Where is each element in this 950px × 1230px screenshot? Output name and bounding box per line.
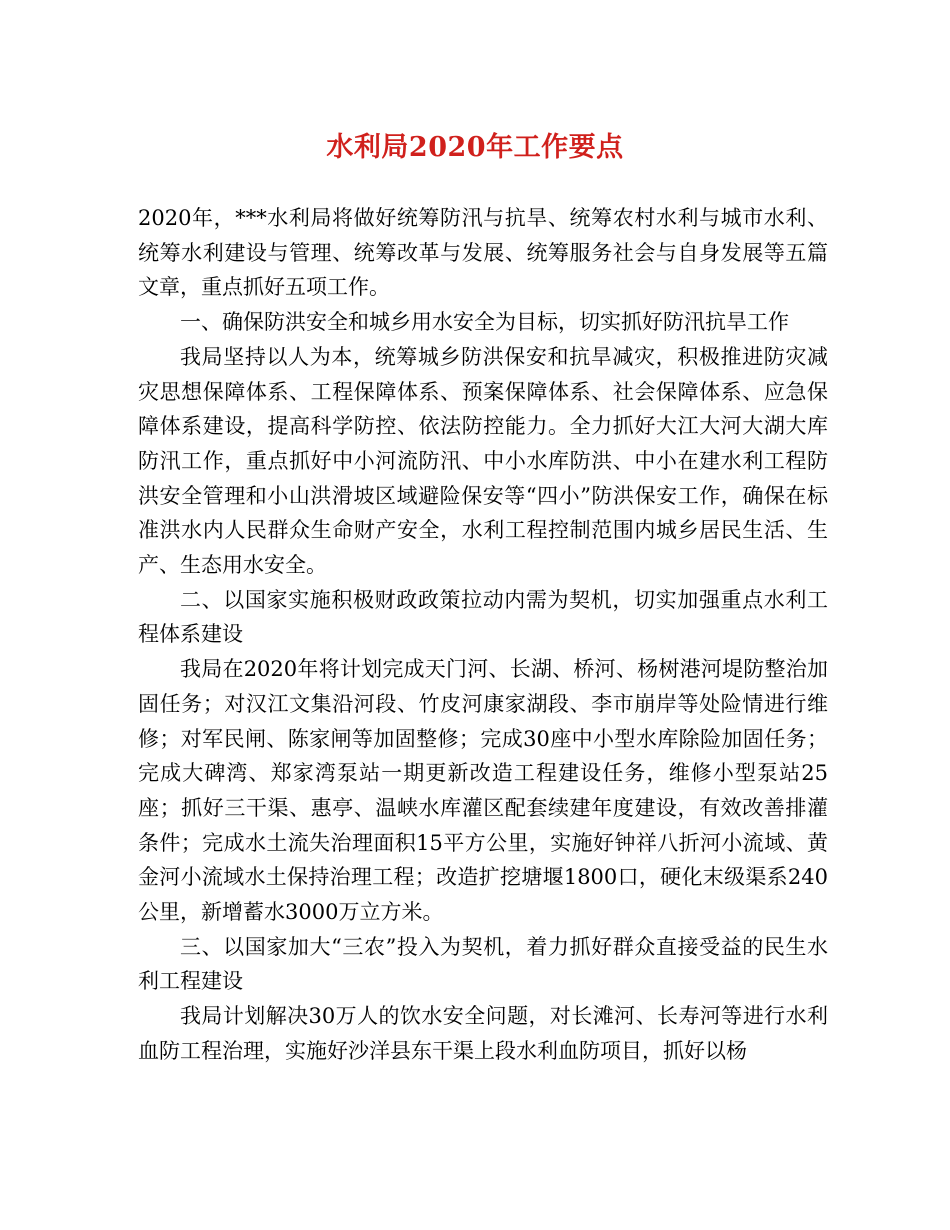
section-heading-3: 三、以国家加大“三农”投入为契机，着力抓好群众直接受益的民生水利工程建设 <box>138 934 828 994</box>
paragraph-section-1: 我局坚持以人为本，统筹城乡防洪保安和抗旱减灾，积极推进防灾减灾思想保障体系、工程保障体系、预案保障体系、社会保障体系、应急保障体系建设，提高科学防控、依法防控能力。全力抓好大江大河大湖大库防汛工作，重点抓好中小河流防汛、中小水库防洪、中小在建水利工程防洪安全管理和小山洪滑坡区域避险保安等“四小”防洪保安工作，确保在标准洪水内人民群众生命财产安全，水利工程控制范围内城乡居民生活、生产、生态用水安全。 <box>138 344 828 578</box>
paragraph-section-2: 我局在2020年将计划完成天门河、长湖、桥河、杨树港河堤防整治加固任务；对汉江文集沿河段、竹皮河康家湖段、李市崩岸等处险情进行维修；对军民闸、陈家闸等加固整修；完成30座中小型水库除险加固任务；完成大碑湾、郑家湾泵站一期更新改造工程建设任务，维修小型泵站25座；抓好三干渠、惠亭、温峡水库灌区配套续建年度建设，有效改善排灌条件；完成水土流失治理面积15平方公里，实施好钟祥八折河小流域、黄金河小流域水土保持治理工程；改造扩挖塘堰1800口，硬化末级渠系240公里，新增蓄水3000万立方米。 <box>138 657 828 925</box>
paragraph-section-3: 我局计划解决30万人的饮水安全问题，对长滩河、长寿河等进行水利血防工程治理，实施好沙洋县东干渠上段水利血防项目，抓好以杨 <box>138 1004 828 1063</box>
section-heading-2: 二、以国家实施积极财政政策拉动内需为契机，切实加强重点水利工程体系建设 <box>138 587 828 647</box>
paragraph-intro: 2020年，***水利局将做好统筹防汛与抗旱、统筹农村水利与城市水利、统筹水利建设与管理、统筹改革与发展、统筹服务社会与自身发展等五篇文章，重点抓好五项工作。 <box>138 206 828 300</box>
document-body <box>138 201 828 1069</box>
document-title: 水利局2020年工作要点 <box>326 132 624 163</box>
section-heading-1: 一、确保防洪安全和城乡用水安全为目标，切实抓好防汛抗旱工作 <box>180 310 789 335</box>
